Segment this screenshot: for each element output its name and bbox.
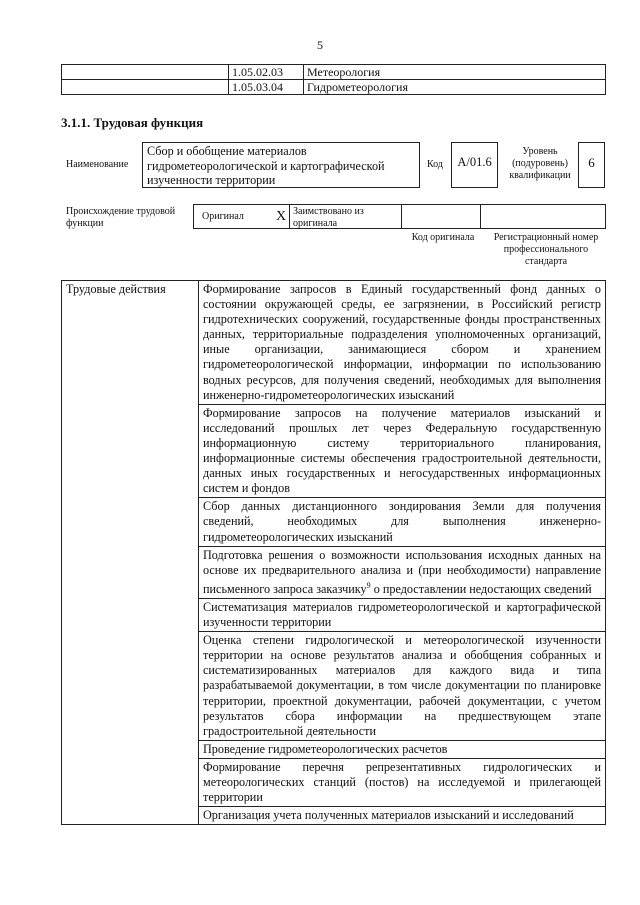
origin-label: Происхождение трудовой функции — [66, 206, 176, 229]
labor-action-text: Сбор данных дистанционного зондирования Земли для получения сведений, необходимых для выполнения инженерно-гидрометеорологических изысканий — [203, 499, 601, 544]
labor-action-item — [199, 404, 606, 498]
borrowed-cell — [289, 204, 402, 229]
labor-actions-label: Трудовые действия — [62, 281, 199, 825]
code-cell: 1.05.03.04 — [229, 80, 304, 95]
labor-action-text: Формирование перечня репрезентативных гидрологических и метеорологических станций (постов) на исследуемой и прилегающей территории — [203, 759, 601, 805]
labor-action-text: Подготовка решения о возможности использования исходных данных на основе их предварительного анализа и (при необходимости) направление письменного запроса заказчику — [203, 547, 601, 596]
reg-number-label: Регистрационный номер профессионального стандарта — [493, 232, 599, 267]
blank-cell — [62, 80, 229, 95]
borrowed-label: Заимствовано из оригинала — [293, 206, 364, 229]
labor-action-text: Систематизация материалов гидрометеорологической и картографической изученности территории — [203, 599, 601, 630]
code-original-label: Код оригинала — [411, 232, 475, 243]
table-row — [62, 80, 606, 95]
codes-table — [61, 64, 606, 95]
labor-action-text: Оценка степени гидрологической и метеорологической изученности территории на основе результатов анализа и обобщения собранных и систематизированных материалов для каждого вида и типа разрабатываемой документации, в том числе документации по планировке территории, проектной документации, рабочей документации, с учетом результатов сбора информации на предшествующем этапе градостроительной деятельности — [203, 633, 601, 738]
table-row — [62, 281, 606, 405]
labor-action-text: Формирование запросов в Единый государственный фонд данных о состоянии окружающей среды, ее загрязнении, в Российский регистр гидротехнических сооружений, государственные фонды пространственных данных, территориальные подразделения уполномоченных организаций, иные организации, занимающиеся сбором и хранением гидрометеорологической информации, информации по использованию водных ресурсов, для получения сведений, необходимых для выполнения инженерно-гидрометеорологических изысканий — [203, 282, 601, 402]
function-code-value: А/01.6 — [451, 142, 498, 188]
labor-action-text: Формирование запросов на получение материалов изысканий и исследований прошлых лет через Федеральную государственную информационную систему территориального планирования, информационные системы обеспечения градостроительной деятельности, данных иных государственных и негосударственных информационных систем и фондов — [203, 405, 601, 496]
page-number: 5 — [317, 38, 323, 52]
section-title: 3.1.1. Трудовая функция — [61, 115, 204, 130]
labor-action-text-tail: о предоставлении недостающих сведений — [370, 581, 592, 596]
labor-action-item — [199, 632, 606, 741]
original-cell — [193, 204, 290, 229]
labor-action-text: Проведение гидрометеорологических расчетов — [203, 741, 448, 756]
name-label: Наименование — [66, 159, 129, 170]
function-name-value: Сбор и обобщение материалов гидрометеорологической и картографической изученности территории — [142, 142, 420, 188]
table-row — [62, 65, 606, 80]
footnote-mark: 9 — [366, 580, 371, 590]
labor-action-item — [199, 758, 606, 806]
code-label: Код — [427, 159, 443, 170]
code-original-cell — [401, 204, 481, 229]
original-mark: X — [276, 209, 287, 224]
labor-action-text: Организация учета полученных материалов изысканий и исследований — [203, 808, 574, 823]
reg-number-cell — [480, 204, 606, 229]
labor-action-item — [199, 740, 606, 758]
qualification-value: 6 — [578, 142, 605, 188]
code-name-cell: Метеорология — [304, 65, 606, 80]
labor-action-item — [199, 498, 606, 546]
qualification-label: Уровень (подуровень) квалификации — [509, 146, 571, 181]
labor-action-item — [199, 281, 606, 405]
original-label: Оригинал — [202, 211, 244, 222]
labor-actions-table — [61, 280, 606, 825]
labor-action-item — [199, 807, 606, 825]
code-name-cell: Гидрометеорология — [304, 80, 606, 95]
labor-action-item — [199, 598, 606, 631]
labor-action-item — [199, 546, 606, 598]
code-cell: 1.05.02.03 — [229, 65, 304, 80]
blank-cell — [62, 65, 229, 80]
